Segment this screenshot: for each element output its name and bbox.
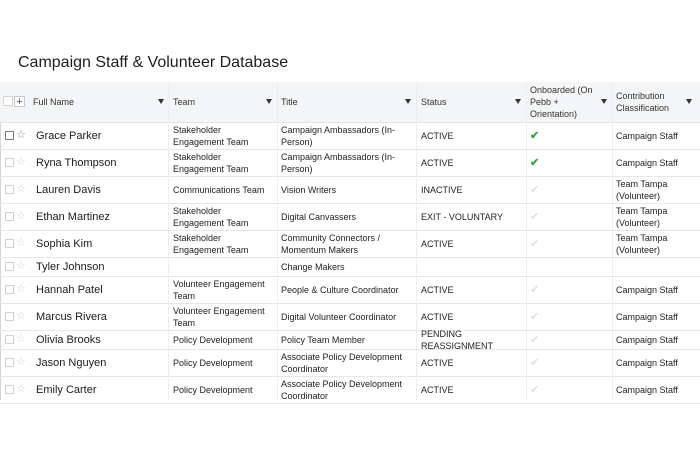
cell-team-text: Stakeholder Engagement Team [173,151,249,174]
check-icon: ✔ [530,237,540,250]
row-checkbox[interactable] [5,335,14,344]
column-header-onboarded[interactable]: Onboarded (On Pebb + Orientation) [530,82,611,122]
cell-full-name-text: Ethan Martinez [36,210,110,223]
cell-classification-text: Campaign Staff [616,357,678,368]
cell-team-text: Stakeholder Engagement Team [173,232,249,255]
row-checkbox[interactable] [5,385,14,394]
cell-title[interactable] [281,176,416,203]
cell-title[interactable] [281,349,416,376]
cell-full-name-text: Sophia Kim [36,237,93,250]
cell-onboarded[interactable] [530,376,612,403]
cell-classification[interactable] [616,303,698,330]
cell-status-text: EXIT - VOLUNTARY [421,211,504,222]
cell-full-name[interactable] [36,203,168,230]
cell-classification[interactable] [616,203,698,230]
star-icon[interactable]: ☆ [16,210,26,222]
cell-team-text: Stakeholder Engagement Team [173,205,249,228]
cell-title[interactable] [281,303,416,330]
cell-team-text: Policy Development [173,334,253,345]
cell-onboarded[interactable] [530,276,612,303]
cell-full-name[interactable] [36,149,168,176]
caret-down-icon[interactable] [601,99,607,104]
check-icon: ✔ [530,156,540,169]
cell-classification-text: Campaign Staff [616,334,678,345]
check-icon: ✔ [530,183,540,196]
row-checkbox[interactable] [5,239,14,248]
cell-team[interactable] [173,203,277,230]
column-header-status[interactable]: Status [421,82,525,122]
star-icon[interactable]: ☆ [16,283,26,295]
table-row[interactable] [0,303,700,331]
cell-onboarded[interactable] [530,303,612,330]
cell-full-name[interactable] [36,176,168,203]
check-icon: ✔ [530,210,540,223]
cell-full-name-text: Hannah Patel [36,283,103,296]
cell-status[interactable] [421,276,527,303]
cell-full-name-text: Ryna Thompson [36,156,117,169]
column-header-team[interactable]: Team [173,82,276,122]
cell-status[interactable] [421,176,527,203]
column-divider [526,82,527,400]
cell-classification[interactable] [616,122,698,149]
star-icon[interactable]: ☆ [16,129,26,141]
cell-status-text: ACTIVE [421,311,454,322]
cell-full-name-text: Jason Nguyen [36,356,107,369]
cell-team[interactable] [173,149,277,176]
cell-full-name-text: Marcus Rivera [36,310,107,323]
cell-title-text: Campaign Ambassadors (In-Person) [281,151,396,174]
table-row[interactable] [0,257,700,277]
cell-onboarded[interactable] [530,122,612,149]
cell-full-name-text: Tyler Johnson [36,260,105,273]
cell-onboarded[interactable] [530,349,612,376]
row-checkbox[interactable] [5,185,14,194]
check-icon: ✔ [530,333,540,346]
cell-full-name[interactable] [36,122,168,149]
caret-down-icon[interactable] [405,99,411,104]
cell-title-text: Community Connectors / Momentum Makers [281,232,381,255]
cell-full-name[interactable] [36,349,168,376]
table-row[interactable] [0,330,700,350]
cell-status[interactable] [421,303,527,330]
row-checkbox[interactable] [5,131,14,140]
database-sheet [0,44,700,400]
cell-title[interactable] [281,257,416,276]
cell-team[interactable] [173,122,277,149]
star-icon[interactable]: ☆ [16,260,26,272]
cell-title-text: Vision Writers [281,184,337,195]
check-icon: ✔ [530,310,540,323]
cell-team-text: Volunteer Engagement Team [173,278,265,301]
column-divider [612,82,613,400]
cell-classification[interactable] [616,330,698,349]
row-checkbox[interactable] [5,262,14,271]
column-header-classification[interactable]: Contribution Classification [616,82,696,122]
cell-classification[interactable] [616,176,698,203]
column-divider [416,82,417,400]
cell-onboarded[interactable] [530,176,612,203]
star-icon[interactable]: ☆ [16,333,26,345]
row-checkbox[interactable] [5,285,14,294]
cell-classification-text: Campaign Staff [616,384,678,395]
cell-classification[interactable] [616,230,698,257]
cell-status[interactable] [421,349,527,376]
cell-team[interactable] [173,376,277,403]
cell-team[interactable] [173,230,277,257]
cell-full-name[interactable] [36,376,168,403]
cell-classification-text: Team Tampa (Volunteer) [616,232,668,255]
cell-status-text: INACTIVE [421,184,463,195]
cell-full-name[interactable] [36,303,168,330]
table-row[interactable] [0,376,700,404]
cell-title-text: Digital Volunteer Coordinator [281,311,397,322]
column-header-full-name[interactable]: Full Name [33,82,168,122]
caret-down-icon[interactable] [515,99,521,104]
cell-team[interactable] [173,330,277,349]
check-icon: ✔ [530,129,540,142]
cell-onboarded[interactable] [530,230,612,257]
cell-full-name[interactable] [36,257,168,276]
cell-team-text: Policy Development [173,384,253,395]
cell-classification[interactable] [616,276,698,303]
cell-title-text: Associate Policy Development Coordinator [281,351,403,374]
table-row[interactable] [0,276,700,304]
cell-title-text: Change Makers [281,261,345,272]
table-row[interactable] [0,203,700,231]
cell-classification-text: Team Tampa (Volunteer) [616,178,668,201]
row-checkbox[interactable] [5,312,14,321]
caret-down-icon[interactable] [266,99,272,104]
cell-title-text: Associate Policy Development Coordinator [281,378,403,401]
check-icon: ✔ [530,383,540,396]
cell-status[interactable] [421,376,527,403]
column-header-title[interactable]: Title [281,82,415,122]
add-column-button[interactable]: + [14,96,25,107]
cell-title-text: Digital Canvassers [281,211,357,222]
cell-title-text: Campaign Ambassadors (In-Person) [281,124,396,147]
table-header [0,82,700,123]
cell-title-text: Policy Team Member [281,334,365,345]
cell-title[interactable] [281,376,416,403]
star-icon[interactable]: ☆ [16,156,26,168]
cell-status-text: ACTIVE [421,284,454,295]
cell-team[interactable] [173,176,277,203]
cell-status[interactable] [421,230,527,257]
cell-team[interactable] [173,349,277,376]
cell-status[interactable] [421,149,527,176]
star-icon[interactable]: ☆ [16,183,26,195]
cell-status-text: ACTIVE [421,384,454,395]
table-row[interactable] [0,149,700,177]
check-icon: ✔ [530,283,540,296]
caret-down-icon[interactable] [686,99,692,104]
cell-status-text: ACTIVE [421,238,454,249]
cell-status-text: PENDING REASSIGNMENT [421,328,494,351]
star-icon[interactable]: ☆ [16,237,26,249]
cell-full-name-text: Lauren Davis [36,183,101,196]
cell-team-text: Policy Development [173,357,253,368]
cell-classification-text: Campaign Staff [616,311,678,322]
check-icon: ✔ [530,356,540,369]
cell-status[interactable] [421,257,527,276]
cell-onboarded[interactable] [530,330,612,349]
cell-title[interactable] [281,149,416,176]
cell-classification[interactable] [616,257,698,276]
cell-onboarded[interactable] [530,149,612,176]
cell-status[interactable] [421,122,527,149]
cell-full-name-text: Emily Carter [36,383,97,396]
cell-title[interactable] [281,203,416,230]
row-checkbox[interactable] [5,212,14,221]
cell-status-text: ACTIVE [421,130,454,141]
cell-team[interactable] [173,257,277,276]
cell-classification-text: Team Tampa (Volunteer) [616,205,668,228]
cell-classification-text: Campaign Staff [616,284,678,295]
star-icon[interactable]: ☆ [16,383,26,395]
row-checkbox[interactable] [5,158,14,167]
star-icon[interactable]: ☆ [16,356,26,368]
cell-team-text: Communications Team [173,184,265,195]
cell-status-text: ACTIVE [421,157,454,168]
column-divider [277,82,278,400]
cell-onboarded[interactable] [530,257,612,276]
table-row[interactable] [0,230,700,258]
cell-full-name[interactable] [36,330,168,349]
cell-status[interactable] [421,330,527,349]
cell-team-text: Stakeholder Engagement Team [173,124,249,147]
cell-status-text: ACTIVE [421,357,454,368]
cell-full-name[interactable] [36,230,168,257]
cell-title[interactable] [281,230,416,257]
page-title: Campaign Staff & Volunteer Database [18,54,289,71]
star-icon[interactable]: ☆ [16,310,26,322]
cell-classification[interactable] [616,349,698,376]
cell-title-text: People & Culture Coordinator [281,284,399,295]
cell-team[interactable] [173,303,277,330]
cell-full-name-text: Grace Parker [36,129,102,142]
table-row[interactable] [0,122,700,150]
cell-full-name-text: Olivia Brooks [36,333,101,346]
cell-status[interactable] [421,203,527,230]
cell-full-name[interactable] [36,276,168,303]
cell-classification[interactable] [616,149,698,176]
cell-title[interactable] [281,276,416,303]
cell-classification-text: Campaign Staff [616,130,678,141]
cell-classification-text: Campaign Staff [616,157,678,168]
cell-title[interactable] [281,330,416,349]
table-row[interactable] [0,349,700,377]
column-divider [168,82,169,400]
table-row[interactable] [0,176,700,204]
row-checkbox[interactable] [5,358,14,367]
caret-down-icon[interactable] [158,99,164,104]
cell-classification[interactable] [616,376,698,403]
cell-team[interactable] [173,276,277,303]
cell-onboarded[interactable] [530,203,612,230]
cell-team-text: Volunteer Engagement Team [173,305,265,328]
cell-title[interactable] [281,122,416,149]
select-all-checkbox[interactable] [3,96,13,106]
